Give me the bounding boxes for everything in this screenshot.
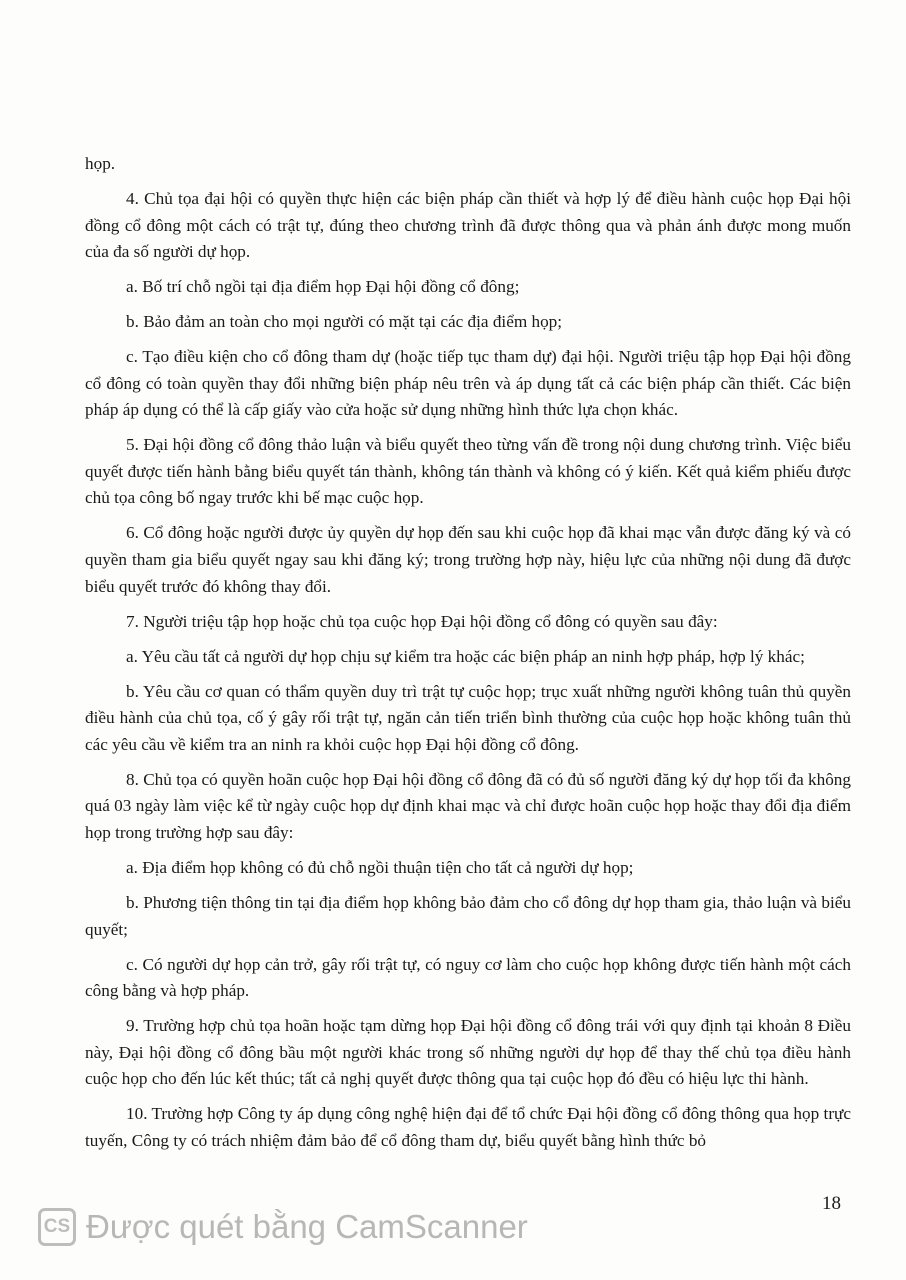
paragraph: a. Bố trí chỗ ngồi tại địa điểm họp Đại hội đồng cổ đông; (126, 277, 520, 297)
paragraph: b. Bảo đảm an toàn cho mọi người có mặt tại các địa điểm họp; (126, 312, 563, 332)
paragraph: 4. Chủ tọa đại hội có quyền thực hiện các biện pháp cần thiết và hợp lý để điều hành cuộc họp Đại hội đồng cổ đông một cách có trật tự, đúng theo chương trình đã được thông qua và phản ánh được mong muốn của đa số người dự họp. (85, 188, 851, 262)
document-body (85, 151, 851, 1163)
paragraph: 6. Cổ đông hoặc người được ủy quyền dự họp đến sau khi cuộc họp đã khai mạc vẫn được đăng ký và có quyền tham gia biểu quyết ngay sau khi đăng ký; trong trường hợp này, hiệu lực của những nội dung đã được biểu quyết trước đó không thay đổi. (85, 523, 851, 596)
paragraph: họp. (85, 154, 116, 173)
paragraph: a. Yêu cầu tất cả người dự họp chịu sự kiểm tra hoặc các biện pháp an ninh hợp pháp, hợp lý khác; (126, 646, 805, 666)
paragraph: b. Yêu cầu cơ quan có thẩm quyền duy trì trật tự cuộc họp; trục xuất những người không tuân thủ quyền điều hành của chủ tọa, cố ý gây rối trật tự, ngăn cản tiến triển bình thường của cuộc họp hoặc không tuân thủ các yêu cầu về kiểm tra an ninh ra khỏi cuộc họp Đại hội đồng cổ đông. (85, 681, 851, 754)
scanner-watermark (38, 1208, 528, 1246)
page-number: 18 (822, 1193, 841, 1214)
camscanner-logo-icon: CS (38, 1208, 76, 1246)
paragraph: 9. Trường hợp chủ tọa hoãn hoặc tạm dừng họp Đại hội đồng cổ đông trái với quy định tại khoản 8 Điều này, Đại hội đồng cổ đông bầu một người khác trong số những người dự họp để thay thế chủ tọa điều hành cuộc họp cho đến lúc kết thúc; tất cả nghị quyết được thông qua tại cuộc họp đó đều có hiệu lực thi hành. (85, 1016, 851, 1089)
paragraph: 5. Đại hội đồng cổ đông thảo luận và biểu quyết theo từng vấn đề trong nội dung chương trình. Việc biểu quyết được tiến hành bằng biểu quyết tán thành, không tán thành và không có ý kiến. Kết quả kiểm phiếu được chủ tọa công bố ngay trước khi bế mạc cuộc họp. (85, 435, 851, 508)
watermark-text: Được quét bằng CamScanner (86, 1208, 528, 1245)
paragraph: c. Tạo điều kiện cho cổ đông tham dự (hoặc tiếp tục tham dự) đại hội. Người triệu tập họp Đại hội đồng cổ đông có toàn quyền thay đổi những biện pháp nêu trên và áp dụng tất cả các biện pháp cần thiết. Các biện pháp áp dụng có thể là cấp giấy vào cửa hoặc sử dụng những hình thức lựa chọn khác. (85, 347, 851, 420)
paragraph: 7. Người triệu tập họp hoặc chủ tọa cuộc họp Đại hội đồng cổ đông có quyền sau đây: (126, 611, 718, 631)
paragraph: 8. Chủ tọa có quyền hoãn cuộc họp Đại hội đồng cổ đông đã có đủ số người đăng ký dự họp tối đa không quá 03 ngày làm việc kể từ ngày cuộc họp dự định khai mạc và chỉ được hoãn cuộc họp hoặc thay đổi địa điểm họp trong trường hợp sau đây: (85, 769, 851, 842)
paragraph: b. Phương tiện thông tin tại địa điểm họp không bảo đảm cho cổ đông dự họp tham gia, thảo luận và biểu quyết; (85, 892, 851, 939)
paragraph: 10. Trường hợp Công ty áp dụng công nghệ hiện đại để tổ chức Đại hội đồng cổ đông thông qua họp trực tuyến, Công ty có trách nhiệm đảm bảo để cổ đông tham dự, biểu quyết bằng hình thức bỏ (85, 1104, 851, 1150)
paragraph: a. Địa điểm họp không có đủ chỗ ngồi thuận tiện cho tất cả người dự họp; (126, 857, 634, 877)
paragraph: c. Có người dự họp cản trở, gây rối trật tự, có nguy cơ làm cho cuộc họp không được tiến hành một cách công bằng và hợp pháp. (85, 954, 851, 1001)
